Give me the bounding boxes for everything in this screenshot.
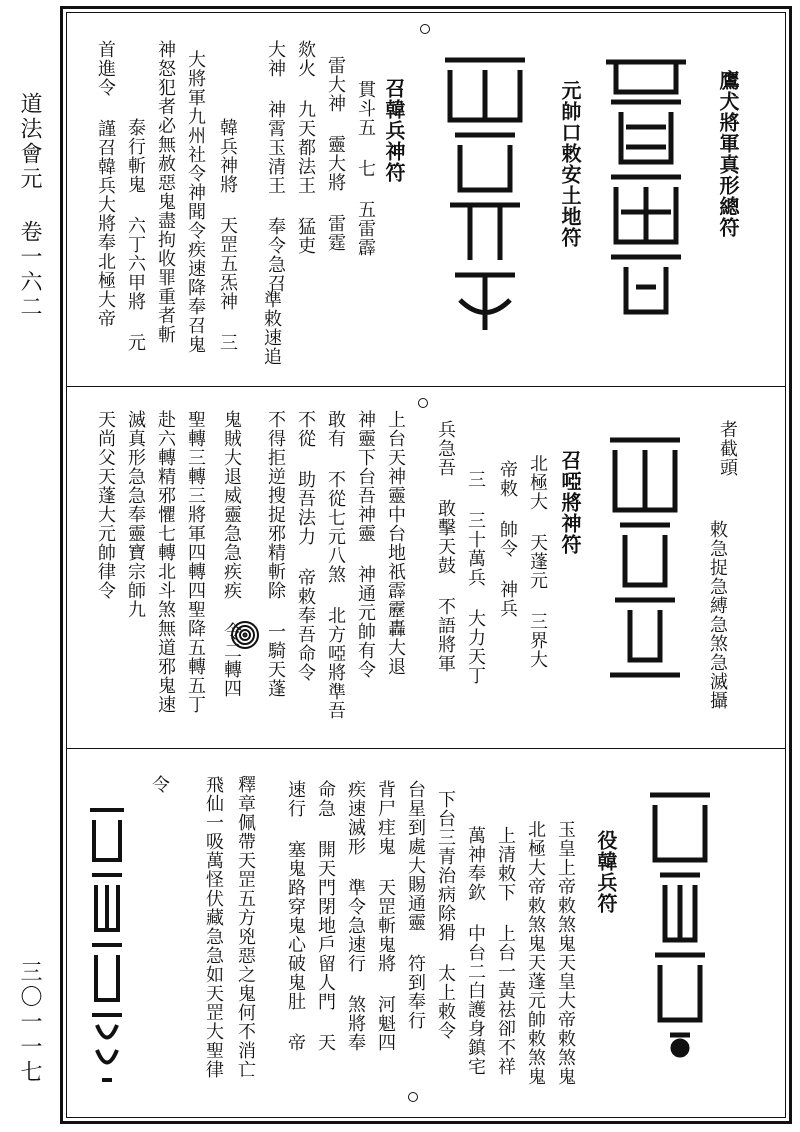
s3-text-col11: 速行 塞鬼路穿鬼心破鬼肚 帝 bbox=[285, 780, 306, 1052]
s2-text-col2: 敕急捉急縛急煞急滅攝 bbox=[707, 520, 728, 710]
s2-text-col14: 鬼賊大退威靈急急疾疾 令二轉四 bbox=[221, 410, 242, 698]
s3-text-col7: 台星到處大賜通靈 符到奉行 bbox=[405, 780, 426, 1030]
s2-text-col11: 敢有 不從七元八煞 北方啞將準吾 bbox=[325, 410, 346, 720]
s2-text-col12: 不從 助吾法力 帝敕奉吾命令 bbox=[295, 410, 316, 682]
s3-text-col6: 下台三青治病除猾 太上敕令 bbox=[435, 790, 456, 1040]
book-title: 道法會元 卷一六二 bbox=[17, 92, 42, 320]
s1-text-col8: 準敕速追 bbox=[261, 290, 282, 366]
talisman-han-soldier bbox=[640, 780, 720, 1060]
s2-text-col13: 不得拒逆搜捉邪精斬除 一騎天蓬 bbox=[265, 410, 286, 698]
s1-text-col5: 雷大神 靈大將 雷霆 bbox=[325, 56, 346, 252]
s2-text-col10: 神靈下台吾神靈 神通元帥有令 bbox=[355, 410, 376, 679]
s1-text-col13: 泰行斬鬼 六丁六甲將 元 bbox=[125, 118, 146, 352]
circle-mark-2 bbox=[418, 398, 428, 408]
talisman-behead bbox=[600, 420, 690, 690]
section-divider-2 bbox=[66, 748, 786, 749]
s1-text-col12: 首進令 謹召韓兵大將奉北極大帝 bbox=[95, 40, 116, 328]
talisman-hawk-dog-general bbox=[596, 52, 696, 322]
s1-text-col7: 大神 神霄玉清王 奉令急召 bbox=[265, 40, 286, 293]
s2-heading-mute-general: 召啞將神符 bbox=[558, 450, 582, 555]
circle-mark-1 bbox=[420, 24, 430, 34]
circle-mark-3 bbox=[408, 1092, 418, 1102]
s2-text-col6: 三 三十萬兵 大力天丁 bbox=[465, 470, 486, 685]
section-divider-1 bbox=[66, 386, 786, 387]
s1-heading-general: 鷹犬將軍真形總符 bbox=[716, 70, 740, 238]
s3-text-col2: 玉皇上帝敕煞鬼天皇大帝敕煞鬼 bbox=[555, 820, 576, 1086]
s2-text-col17: 滅真形急急奉靈寶宗師九 bbox=[125, 410, 146, 619]
s3-text-col3: 北極大帝敕煞鬼天蓬元帥敕煞鬼 bbox=[525, 820, 546, 1086]
s1-text-col4: 貫斗五 七 五雷霹 bbox=[355, 80, 376, 257]
s2-text-col18: 天尚父天蓬大元帥律令 bbox=[95, 410, 116, 600]
s2-text-col9: 上台天神靈中台地祇霹靂轟大退 bbox=[385, 410, 406, 676]
page-number: 三〇一一七 bbox=[17, 960, 42, 1085]
s3-text-col5: 萬神奉欽 中台二白護身鎮宅 bbox=[465, 826, 486, 1076]
s2-text-col5: 帝敕 帥令 神兵 bbox=[497, 460, 518, 618]
s2-text-col7: 兵急吾 敢擊天鼓 不語將軍 bbox=[435, 420, 456, 673]
s2-text-col4: 北極大 天蓬元 三界大 bbox=[527, 454, 548, 669]
s3-text-col12: 釋章佩帶天罡五方兇惡之鬼何不消亡 bbox=[235, 775, 256, 1079]
s3-text-col14: 令 bbox=[149, 775, 170, 794]
talisman-long-column bbox=[82, 800, 132, 1090]
s3-heading-han-soldier: 役韓兵符 bbox=[594, 830, 618, 914]
talisman-earth-god bbox=[430, 40, 540, 340]
spiral-seal bbox=[230, 620, 260, 650]
s2-text-col1: 者截頭 bbox=[717, 420, 738, 477]
s3-text-col13: 飛仙一吸萬怪伏藏急急如天罡大聖律 bbox=[203, 775, 224, 1079]
s3-text-col10: 命急 開天門閉地戶留人門 天 bbox=[315, 780, 336, 1052]
s3-text-col4: 上清敕下 上台一黃祛卻不祥 bbox=[495, 826, 516, 1076]
s1-text-col11: 神怒犯者必無赦惡鬼盡拘收罪重者斬 bbox=[155, 40, 176, 344]
s2-text-col15: 聖轉三轉三將軍四轉四聖降五轉五丁 bbox=[185, 410, 206, 714]
s3-text-col9: 疾速滅形 準令急速行 煞將奉 bbox=[345, 780, 366, 1052]
s1-text-col10: 大將軍九州社令神聞令疾速降奉召鬼 bbox=[185, 50, 206, 354]
s2-text-col16: 赴六轉精邪懼七轉北斗煞無道邪鬼速 bbox=[155, 410, 176, 714]
s1-text-col6: 欻火 九天都法王 猛吏 bbox=[295, 40, 316, 255]
s1-heading-han-soldier: 召韓兵神符 bbox=[382, 78, 406, 183]
s1-text-col9: 韓兵神將 天罡五炁神 三 bbox=[217, 118, 238, 352]
s1-heading-earth-god: 元帥口敕安土地符 bbox=[558, 80, 582, 248]
s3-text-col8: 背尸疰鬼 天罡斬鬼將 河魁四 bbox=[375, 780, 396, 1052]
